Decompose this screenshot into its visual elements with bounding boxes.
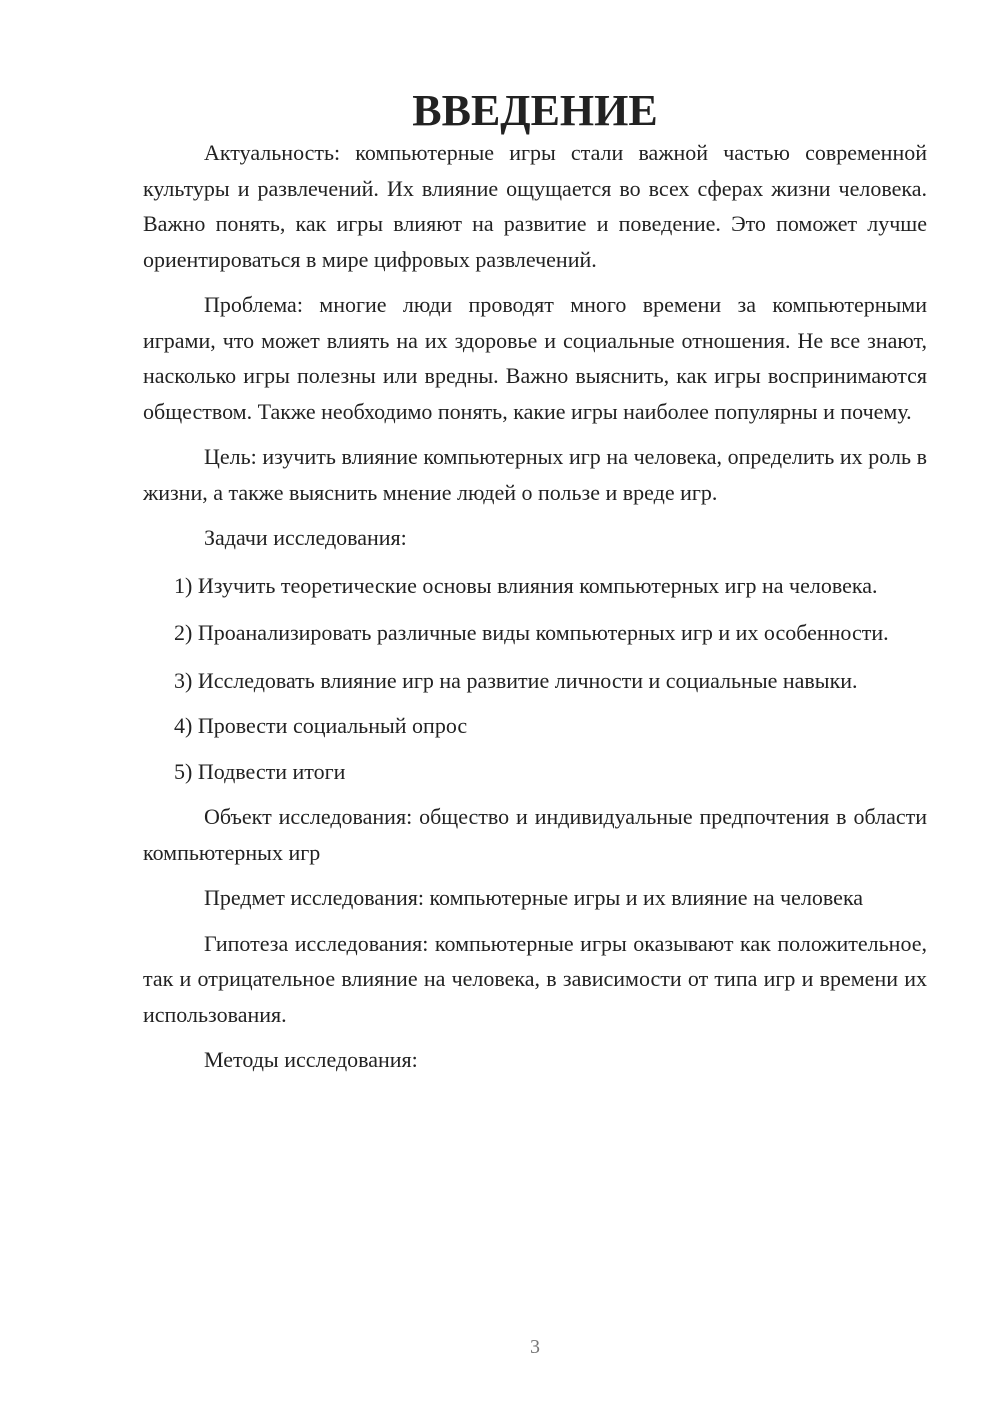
section-title: ВВЕДЕНИЕ bbox=[412, 86, 658, 135]
relevance-paragraph: Актуальность: компьютерные игры стали важной частью современной культуры и развлечений. Их влияние ощущается во всех сферах жизни человека. Важно понять, как игры влияют на развитие и поведение. Это поможет лучше ориентироваться в мире цифровых развлечений. bbox=[143, 140, 927, 272]
task-item: 3) Исследовать влияние игр на развитие личности и социальные навыки. bbox=[174, 667, 858, 693]
methods-heading: Методы исследования: bbox=[204, 1047, 418, 1072]
task-item: 4) Провести социальный опрос bbox=[174, 713, 468, 738]
tasks-heading: Задачи исследования: bbox=[204, 525, 407, 550]
page-number: 3 bbox=[530, 1336, 540, 1358]
task-item: 1) Изучить теоретические основы влияния компьютерных игр на человека. bbox=[174, 572, 878, 598]
hypothesis-paragraph: Гипотеза исследования: компьютерные игры оказывают как положительное, так и отрицательное влияние на человека, в зависимости от типа игр и времени их использования. bbox=[143, 930, 927, 1027]
task-item: 5) Подвести итоги bbox=[174, 758, 346, 784]
task-item: 2) Проанализировать различные виды компьютерных игр и их особенности. bbox=[174, 620, 889, 645]
subject-paragraph: Предмет исследования: компьютерные игры и их влияние на человека bbox=[204, 885, 864, 910]
document-body bbox=[143, 86, 927, 1078]
object-paragraph: Объект исследования: общество и индивидуальные предпочтения в области компьютерных игр bbox=[143, 804, 927, 865]
problem-paragraph: Проблема: многие люди проводят много времени за компьютерными играми, что может влиять на их здоровье и социальные отношения. Не все знают, насколько игры полезны или вредны. Важно выяснить, как игры воспринимаются обществом. Также необходимо понять, какие игры наиболее популярны и почему. bbox=[143, 292, 927, 424]
goal-paragraph: Цель: изучить влияние компьютерных игр на человека, определить их роль в жизни, а также выяснить мнение людей о пользе и вреде игр. bbox=[143, 444, 927, 505]
